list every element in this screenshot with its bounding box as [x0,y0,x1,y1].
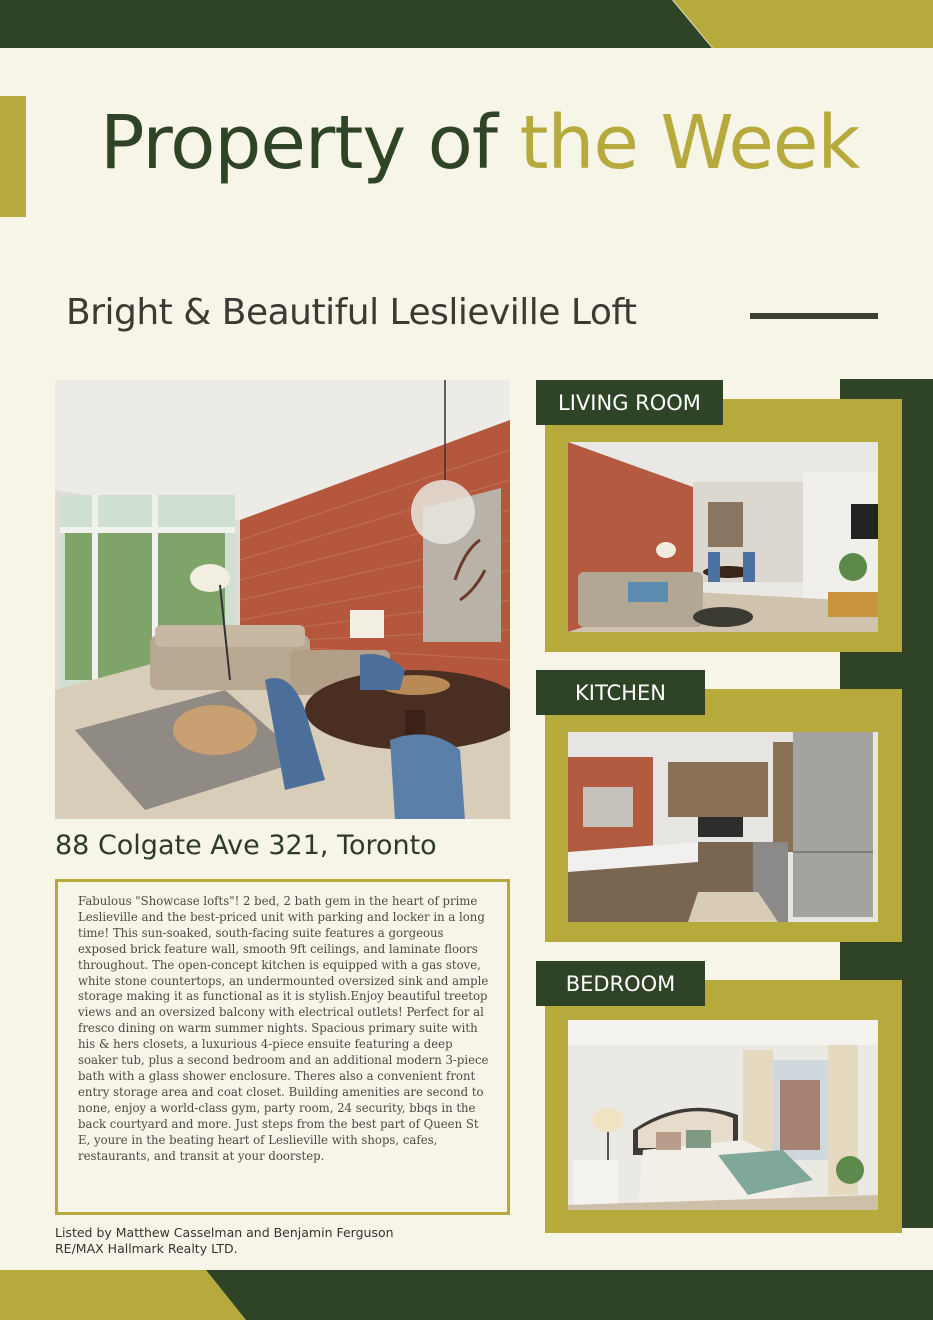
kitchen-illustration [568,732,878,922]
footer-olive-bar [0,1270,246,1320]
living-room-illustration [568,442,878,632]
living-room-photo [568,442,878,632]
kitchen-label: KITCHEN [536,670,705,715]
main-photo-illustration [55,380,510,819]
bedroom-photo [568,1020,878,1210]
property-description: Fabulous "Showcase lofts"! 2 bed, 2 bath gem in the heart of prime Leslieville and the best-priced unit with parking and locker in a long time! This sun-soaked, south-facing suite features a gorgeous exposed brick feature wall, smooth 9ft ceilings, and laminate floors throughout. The open-concept kitchen is equipped with a gas stove, white stone countertops, an undermounted oversized sink and ample storage making it as functional as it is stylish.Enjoy beautiful treetop views and an oversized balcony with electrical outlets! Perfect for al fresco dining on warm summer nights. Spacious primary suite with his & hers closets, a luxurious 4-piece ensuite featuring a deep soaker tub, plus a second bedroom and an additional modern 3-piece bath with a glass shower enclosure. Theres also a convenient front entry storage area and coat closet. Building amenities are second to none, enjoy a world-class gym, party room, 24 security, bbqs in the back courtyard and more. Just steps from the best part of Queen St E, youre in the beating heart of Leslieville with shops, cafes, restaurants, and transit at your doorstep. [78,894,489,1163]
page-subtitle: Bright & Beautiful Leslieville Loft [66,292,637,333]
divider-rule [750,313,878,319]
bedroom-label: BEDROOM [536,961,705,1006]
page-title [100,100,859,186]
kitchen-photo [568,732,878,922]
header-olive-bar [673,0,933,48]
brokerage: RE/MAX Hallmark Realty LTD. [55,1241,238,1256]
listing-credits [55,1225,394,1257]
footer-dark-bar [206,1270,933,1320]
title-accent: the Week [519,100,860,186]
living-room-label: LIVING ROOM [536,380,723,425]
title-main: Property of [100,100,497,186]
listed-by: Listed by Matthew Casselman and Benjamin Ferguson [55,1225,394,1240]
header-dark-bar [0,0,712,48]
property-address: 88 Colgate Ave 321, Toronto [55,830,437,861]
main-photo [55,380,510,819]
left-accent-tab [0,96,26,217]
bedroom-illustration [568,1020,878,1210]
